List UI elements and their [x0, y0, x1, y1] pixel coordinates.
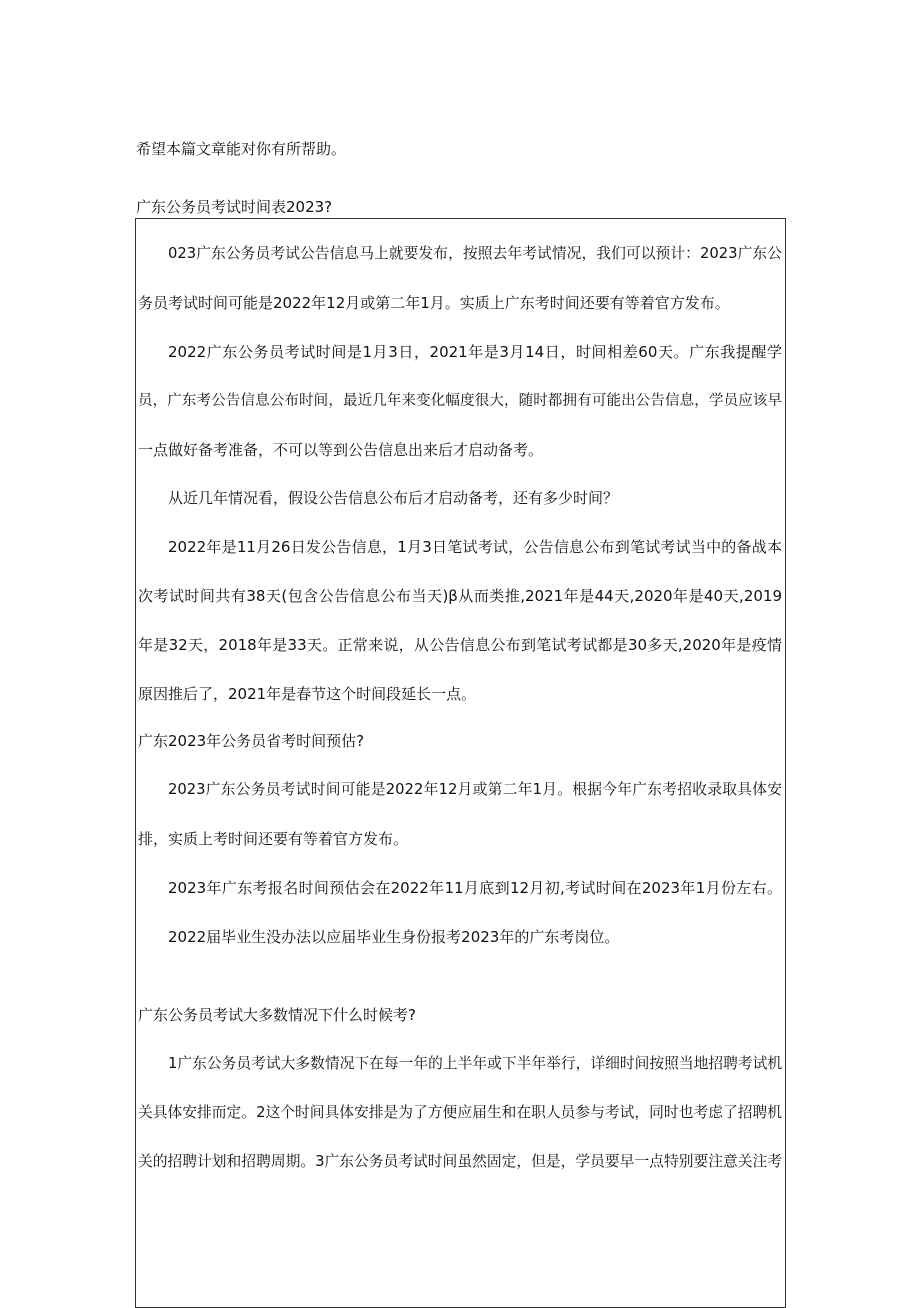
paragraph-line: 1广东公务员考试大多数情况下在每一年的上半年或下半年举行，详细时间按照当地招聘考试机: [168, 1055, 783, 1072]
paragraph-line: 2022届毕业生没办法以应届毕业生身份报考2023年的广东考岗位。: [168, 928, 620, 946]
paragraph-line: 2023广东公务员考试时间可能是2022年12月或第二年1月。根据今年广东考招收录取具体安: [168, 781, 782, 798]
paragraph-line: 排，实质上考时间还要有等着官方发布。: [138, 830, 409, 848]
intro-text: 希望本篇文章能对你有所帮助。: [136, 140, 347, 158]
paragraph-line: 2023年广东考报名时间预估会在2022年11月底到12月初,考试时间在2023年1月份左右。: [168, 879, 782, 897]
paragraph-line: 023广东公务员考试公告信息马上就要发布，按照去年考试情况，我们可以预计：2023广东公: [168, 245, 782, 262]
paragraph-line: 从近几年情况看，假设公告信息公布后才启动备考，还有多少时间？: [168, 489, 619, 507]
section-heading: 广东公务员考试时间表2023?: [136, 198, 333, 216]
paragraph-line: 一点做好备考准备，不可以等到公告信息出来后才启动备考。: [138, 441, 544, 459]
paragraph-line: 年是32天，2018年是33天。正常来说，从公告信息公布到笔试考试都是30多天,2020年是疫情: [138, 636, 782, 654]
paragraph-line: 2022年是11月26日发公告信息，1月3日笔试考试，公告信息公布到笔试考试当中的备战本: [168, 538, 782, 556]
content-box: [135, 218, 786, 1308]
paragraph-line: 关具体安排而定。2这个时间具体安排是为了方便应届生和在职人员参与考试，同时也考虑了招聘机: [138, 1104, 782, 1121]
subheading: 广东公务员考试大多数情况下什么时候考?: [138, 1006, 416, 1024]
paragraph-line: 2022广东公务员考试时间是1月3日，2021年是3月14日，时间相差60天。广东我提醒学: [168, 343, 782, 361]
paragraph-line: 务员考试时间可能是2022年12月或第二年1月。实质上广东考时间还要有等着官方发布。: [138, 294, 730, 312]
paragraph-line: 关的招聘计划和招聘周期。3广东公务员考试时间虽然固定，但是，学员要早一点特别要注意关注考: [138, 1153, 782, 1170]
subheading: 广东2023年公务员省考时间预估?: [138, 732, 365, 750]
paragraph-line: 原因推后了，2021年是春节这个时间段延长一点。: [138, 685, 477, 703]
paragraph-line: 员，广东考公告信息公布时间，最近几年来变化幅度很大，随时都拥有可能出公告信息，学员应该早: [138, 393, 782, 409]
paragraph-line: 次考试时间共有38天(包含公告信息公布当天)β从而类推,2021年是44天,2020年是40天,2019: [138, 587, 782, 605]
